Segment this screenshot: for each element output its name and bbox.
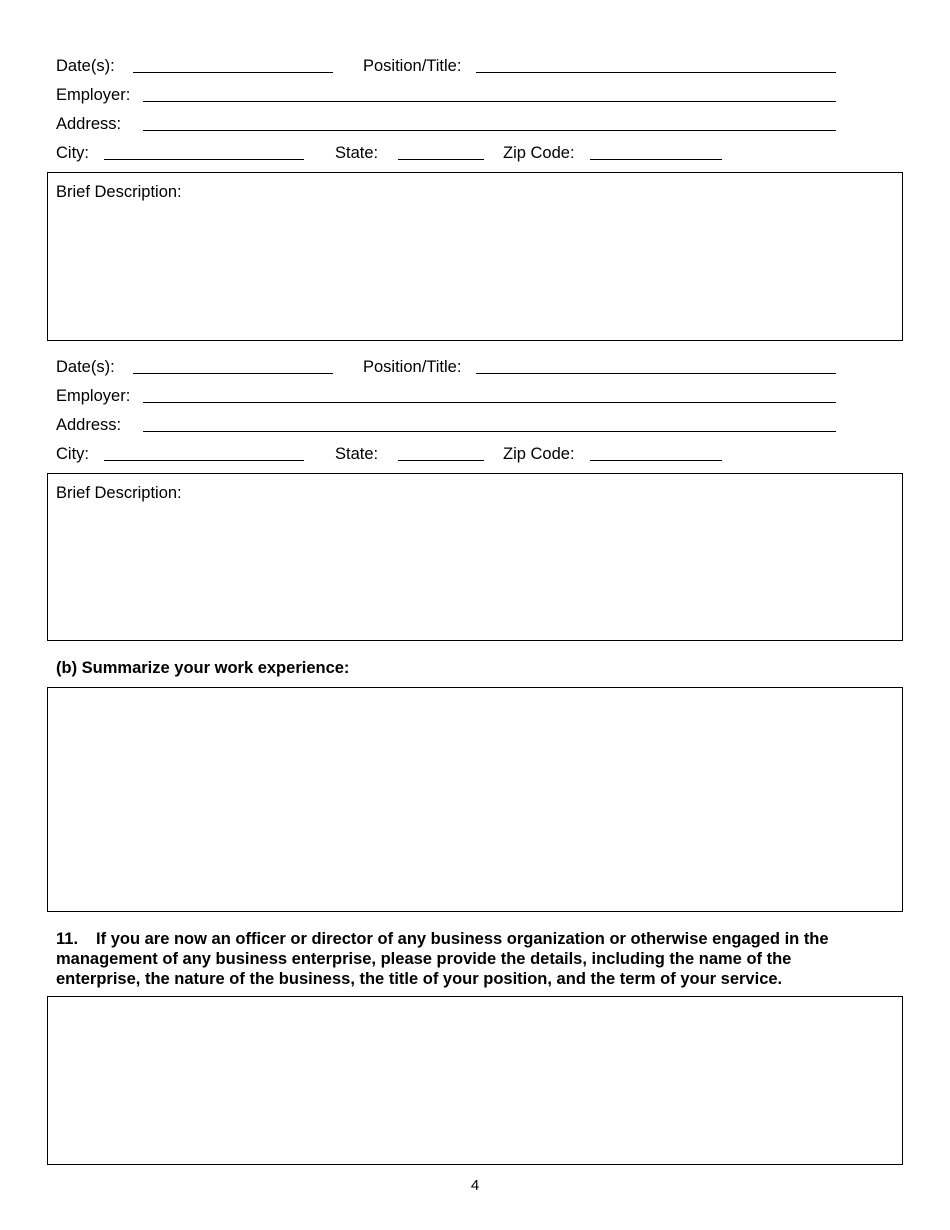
question-11-number: 11. — [56, 930, 79, 948]
zip-code-label: Zip Code: — [503, 445, 575, 463]
page-number: 4 — [470, 1177, 480, 1194]
zip-code-label: Zip Code: — [503, 144, 575, 162]
entry-1-address-row — [56, 113, 856, 135]
city-label: City: — [56, 144, 89, 162]
entry-2-address-row — [56, 414, 856, 436]
summary-heading: (b) Summarize your work experience: — [56, 659, 350, 677]
position-title-label: Position/Title: — [363, 57, 462, 75]
city-label: City: — [56, 445, 89, 463]
employer-label: Employer: — [56, 387, 131, 405]
position-title-label: Position/Title: — [363, 358, 462, 376]
entry-2-city-state-zip-row — [56, 443, 856, 465]
position-title-field[interactable] — [476, 373, 836, 374]
entry-1-description-box[interactable] — [47, 172, 903, 341]
state-label: State: — [335, 144, 379, 162]
entry-1-dates-position-row — [56, 55, 856, 77]
zip-code-field[interactable] — [590, 159, 722, 160]
address-field[interactable] — [143, 431, 836, 432]
dates-field[interactable] — [133, 72, 333, 73]
question-11-answer-box[interactable] — [47, 996, 903, 1165]
entry-2-dates-position-row — [56, 356, 856, 378]
employer-field[interactable] — [143, 101, 836, 102]
state-field[interactable] — [398, 460, 484, 461]
entry-2-description-box[interactable] — [47, 473, 903, 641]
address-field[interactable] — [143, 130, 836, 131]
city-field[interactable] — [104, 159, 304, 160]
question-11 — [56, 929, 876, 989]
entry-1-city-state-zip-row — [56, 142, 856, 164]
entry-2-employer-row — [56, 385, 856, 407]
dates-field[interactable] — [133, 373, 333, 374]
employer-field[interactable] — [143, 402, 836, 403]
brief-description-label: Brief Description: — [56, 183, 182, 201]
zip-code-field[interactable] — [590, 460, 722, 461]
dates-label: Date(s): — [56, 57, 115, 75]
address-label: Address: — [56, 416, 122, 434]
entry-1-employer-row — [56, 84, 856, 106]
state-label: State: — [335, 445, 379, 463]
position-title-field[interactable] — [476, 72, 836, 73]
summary-text-box[interactable] — [47, 687, 903, 912]
brief-description-label: Brief Description: — [56, 484, 182, 502]
question-11-text: If you are now an officer or director of any business organization or otherwise engaged in the management of any business enterprise, please provide the details, including the name of the enterprise, the nature of the business, the title of your position, and the term of your service. — [56, 930, 829, 988]
state-field[interactable] — [398, 159, 484, 160]
city-field[interactable] — [104, 460, 304, 461]
dates-label: Date(s): — [56, 358, 115, 376]
address-label: Address: — [56, 115, 122, 133]
employer-label: Employer: — [56, 86, 131, 104]
